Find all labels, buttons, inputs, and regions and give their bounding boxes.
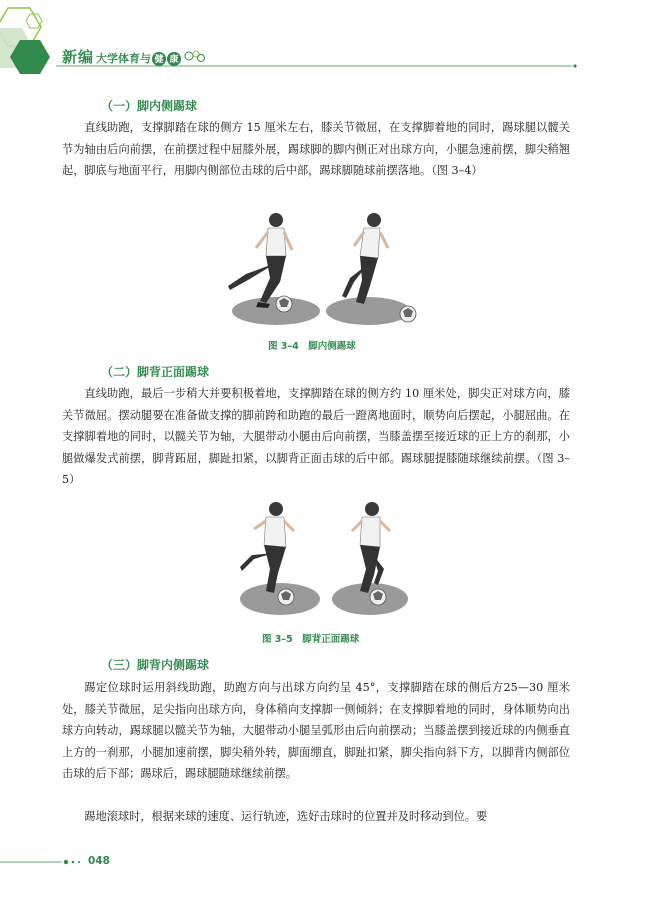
figure-3-5-photo bbox=[228, 495, 418, 625]
player-right bbox=[352, 502, 390, 593]
figure-3-4-photo bbox=[218, 208, 428, 333]
section-3-paragraph-1: 踢定位球时运用斜线助跑，助跑方向与出球方向约呈 45°，支撑脚踏在球的侧后方25—30 厘米处，膝关节微屈，足尖指向出球方向，身体稍向支撑脚一侧倾斜；在支撑脚着地的同时，身体顺势向出球方向转动，踢球腿以髋关节为轴，大腿带动小腿呈弧形由后向前摆动；当膝盖摆到接近球的内侧垂直上方的一刹那，小腿加速前摆，脚尖稍外转，脚面绷直，脚趾扣紧，脚尖指向斜下方，以脚背内侧部位击球的后下部；踢球后，踢球腿随球继续前摆。 bbox=[62, 681, 570, 780]
section-2-paragraph: 直线助跑，最后一步稍大并要积极着地，支撑脚踏在球的侧方约 10 厘米处，脚尖正对球方向，膝关节微屈。摆动腿要在准备做支撑的脚前跨和助跑的最后一蹬离地面时，顺势向后摆起，小腿屈曲。在支撑脚着地的同时，以髋关节为轴，大腿带动小腿由后向前摆，当膝盖摆至接近球的正上方的刹那，小腿做爆发式前摆，脚背跖屈，脚趾扣紧，以脚背正面击球的后中部。踢球腿提膝随球继续前摆。（图 3–5） bbox=[62, 387, 570, 486]
figure-caption-3-4: 图 3–4 脚内侧踢球 bbox=[268, 341, 356, 352]
player-left bbox=[228, 213, 292, 308]
header-decoration bbox=[0, 0, 649, 90]
bubbles-icon bbox=[184, 50, 206, 62]
section-1-paragraph: 直线助跑，支撑脚踏在球的侧方 15 厘米左右，膝关节微屈，在支撑脚着地的同时，踢球腿以髋关节为轴由后向前摆，在前摆过程中屈膝外展，踢球脚的脚内侧正对出球方向，小腿急速前摆，脚尖稍翘起，脚底与地面平行，用脚内侧部位击球的后中部，踢球脚随球前摆落地。（图 3–4） bbox=[62, 121, 570, 177]
player-left bbox=[240, 502, 294, 593]
book-title-char-1: 健 bbox=[152, 52, 166, 66]
section-heading-3: （三）脚背内侧踢球 bbox=[101, 658, 210, 672]
section-heading-2: （二）脚背正面踢球 bbox=[101, 365, 210, 379]
section-heading-1: （一）脚内侧踢球 bbox=[101, 99, 198, 113]
page-number: 048 bbox=[88, 855, 110, 867]
book-title-main: 新编 bbox=[62, 48, 95, 66]
figure-caption-3-5: 图 3–5 脚背正面踢球 bbox=[262, 634, 360, 645]
player-right bbox=[342, 213, 388, 304]
book-title-rest: 大学体育与 bbox=[96, 52, 152, 65]
book-title-char-2: 康 bbox=[167, 52, 181, 66]
section-3-paragraph-2: 踢地滚球时，根据来球的速度、运行轨迹，选好击球时的位置并及时移动到位。要 bbox=[84, 810, 488, 823]
book-title bbox=[62, 46, 206, 67]
